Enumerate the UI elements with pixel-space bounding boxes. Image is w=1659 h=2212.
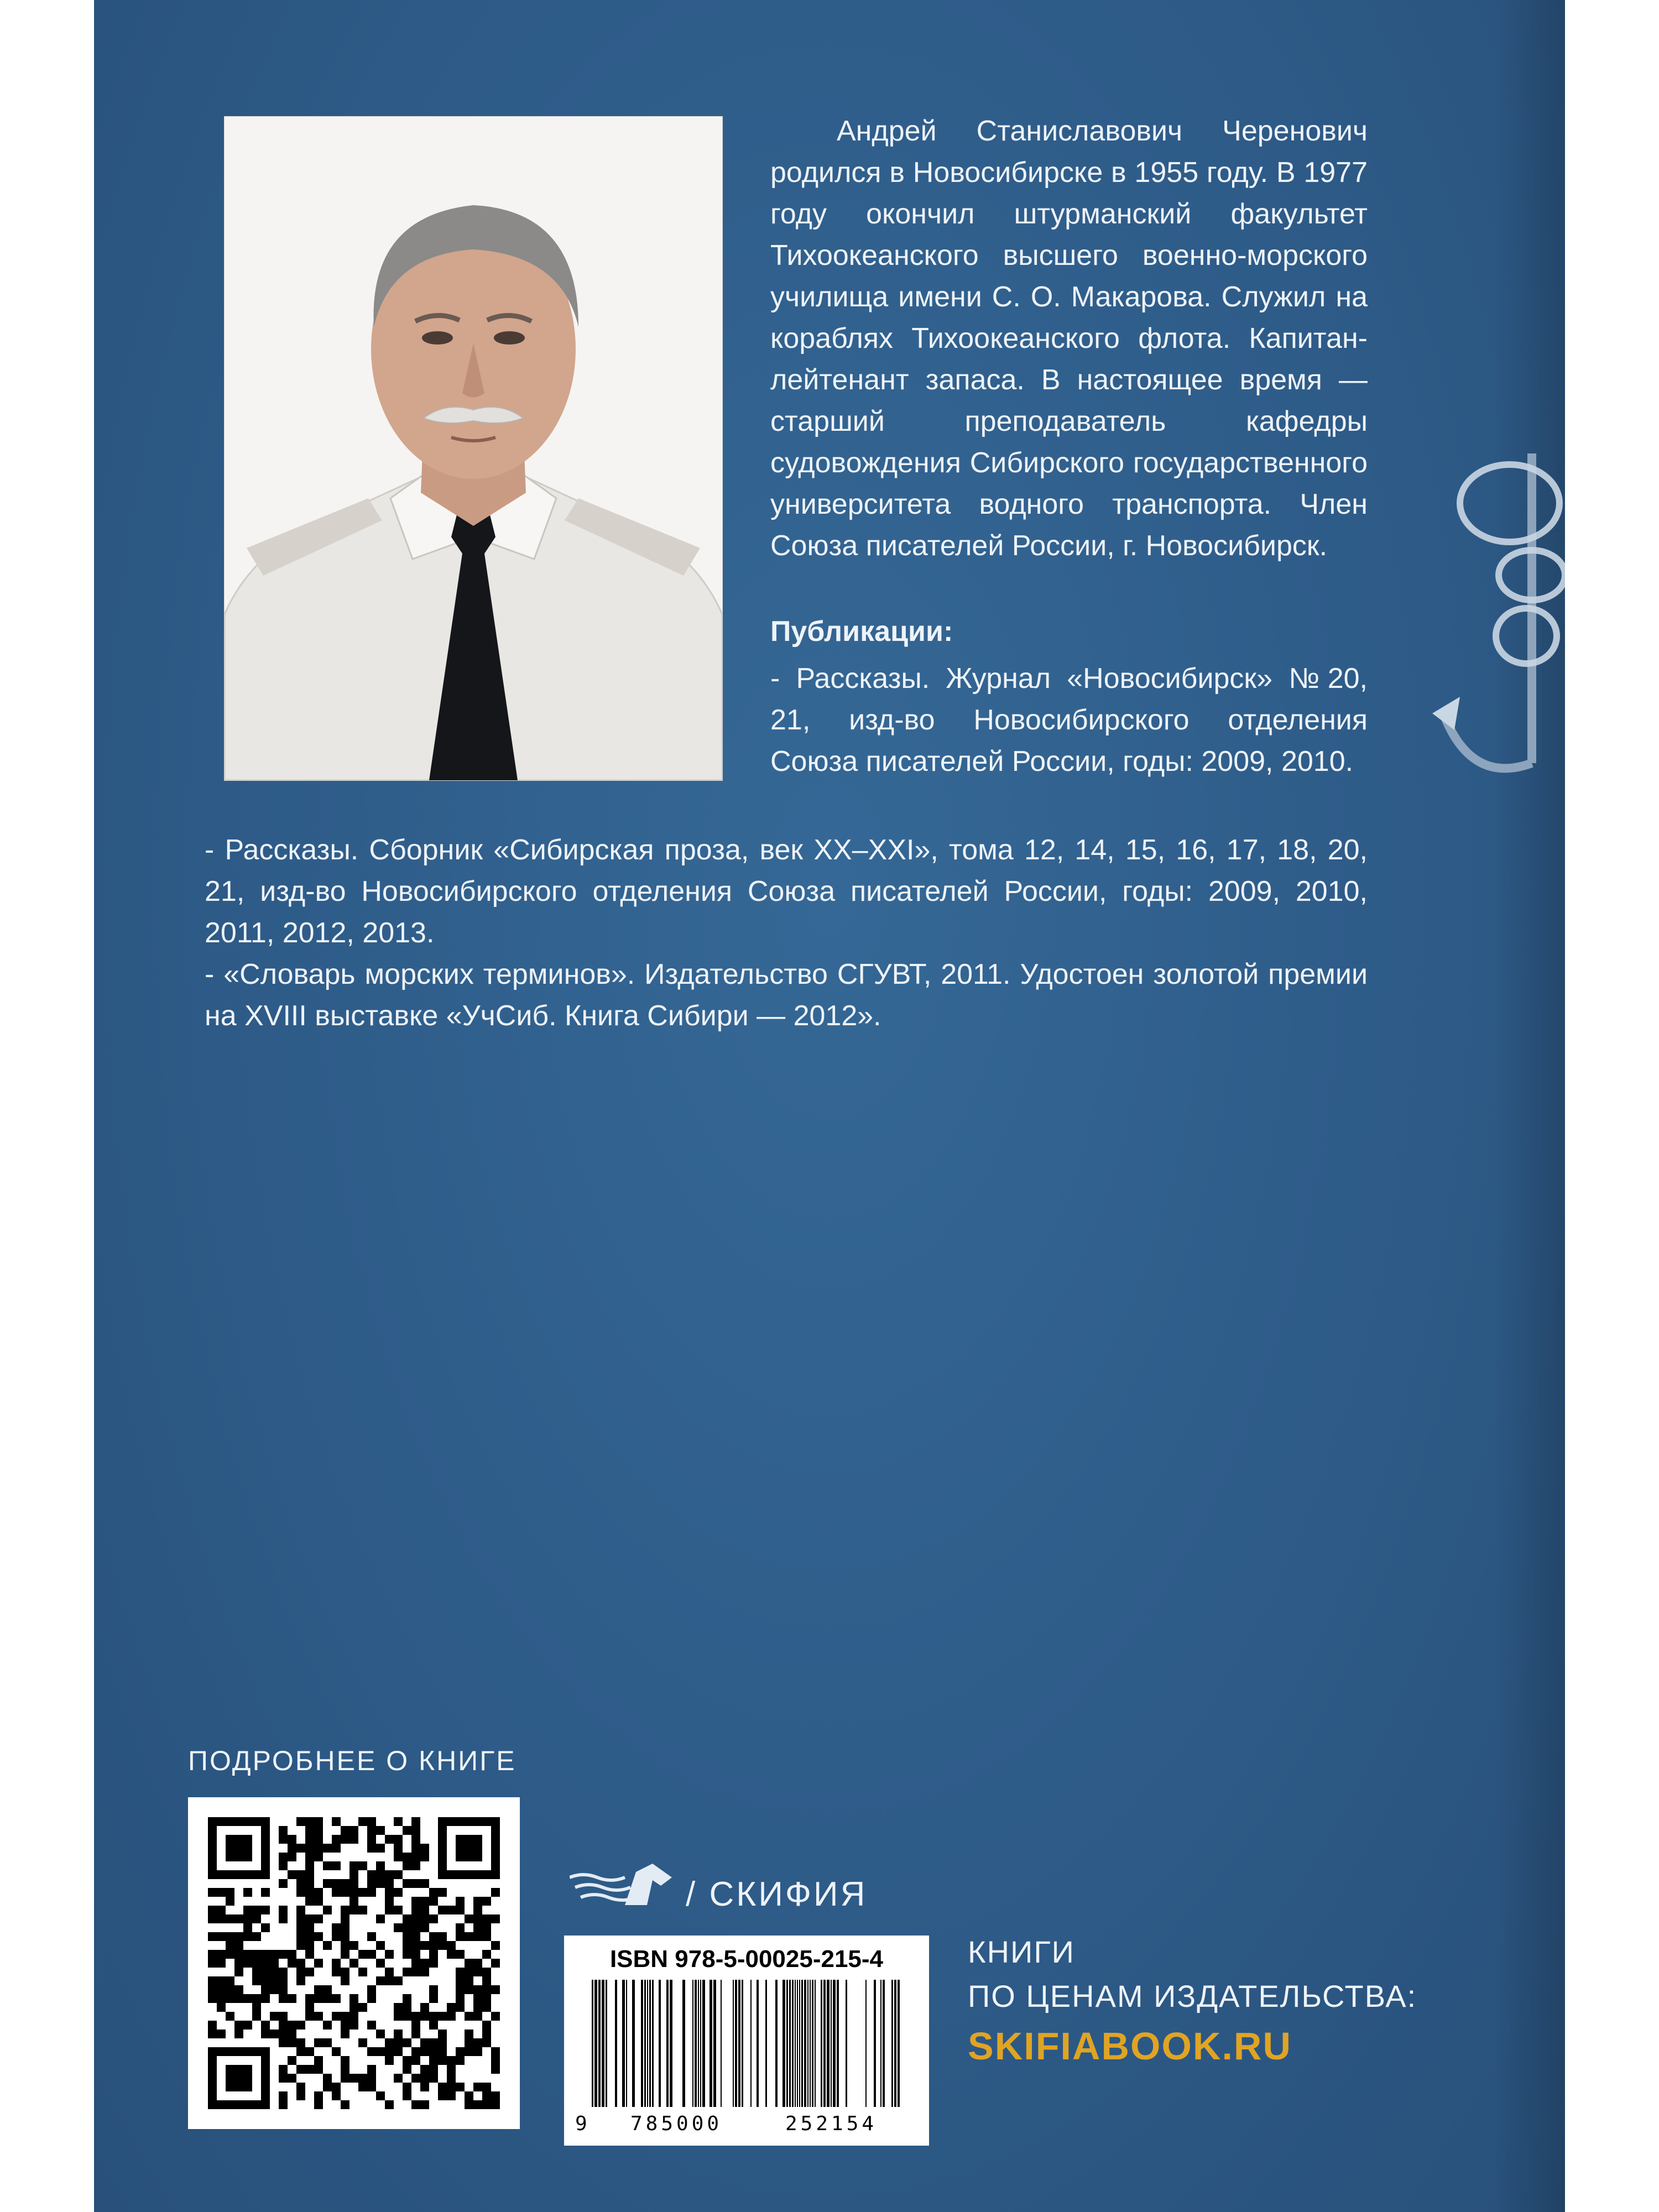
barcode-digit-left: 9 [575, 2112, 587, 2135]
promo-text [968, 1930, 1417, 2018]
publications-heading: Публикации: [770, 615, 953, 648]
publication-item: - Рассказы. Журнал «Новосибирск» №20, 21, изд-во Новосибирского отделения Союза писателей России, годы: 2009, 2010. [770, 662, 1368, 778]
biography-text: Андрей Станиславович Черенович родился в Новосибирске в 1955 году. В 1977 году окончил штурманский факультет Тихоокеанского высшего военно-морского училища имени С. О. Макарова. Служил на кораблях Тихоокеанского флота. Капитан-лейтенант запаса. В настоящее время — старший преподаватель кафедры судовождения Сибирского государственного университета водного транспорта. Член Союза писателей России, г. Новосибирск. [770, 115, 1368, 562]
barcode-digits-right: 252154 [785, 2112, 878, 2135]
author-biography [770, 111, 1368, 567]
anchor-rope-icon [1421, 453, 1565, 799]
spine-shadow [1493, 0, 1565, 2212]
barcode-digits-mid: 785000 [630, 2112, 723, 2135]
author-photo [224, 116, 723, 781]
promo-line-2: ПО ЦЕНАМ ИЗДАТЕЛЬСТВА: [968, 1979, 1417, 2013]
publication-item: - «Словарь морских терминов». Издательство СГУВТ, 2011. Удостоен золотой премии на XVIII выставке «УчСиб. Книга Сибири — 2012». [205, 958, 1368, 1032]
horse-logo-icon [570, 1861, 675, 1913]
publication-item: - Рассказы. Сборник «Сибирская проза, век XX–XXI», тома 12, 14, 15, 16, 17, 18, 20, 21, изд-во Новосибирского отделения Союза писателей России, годы: 2009, 2010, 2011, 2012, 2013. [205, 834, 1368, 949]
promo-line-1: КНИГИ [968, 1934, 1075, 1969]
isbn-number: ISBN 978-5-00025-215-4 [609, 1945, 884, 1973]
qr-code[interactable] [188, 1797, 520, 2129]
qr-heading: ПОДРОБНЕЕ О КНИГЕ [188, 1745, 517, 1776]
publisher-website-link[interactable]: SKIFIABOOK.RU [968, 2025, 1292, 2068]
isbn-barcode [564, 1936, 929, 2146]
publisher-name: / СКИФИЯ [686, 1875, 868, 1913]
